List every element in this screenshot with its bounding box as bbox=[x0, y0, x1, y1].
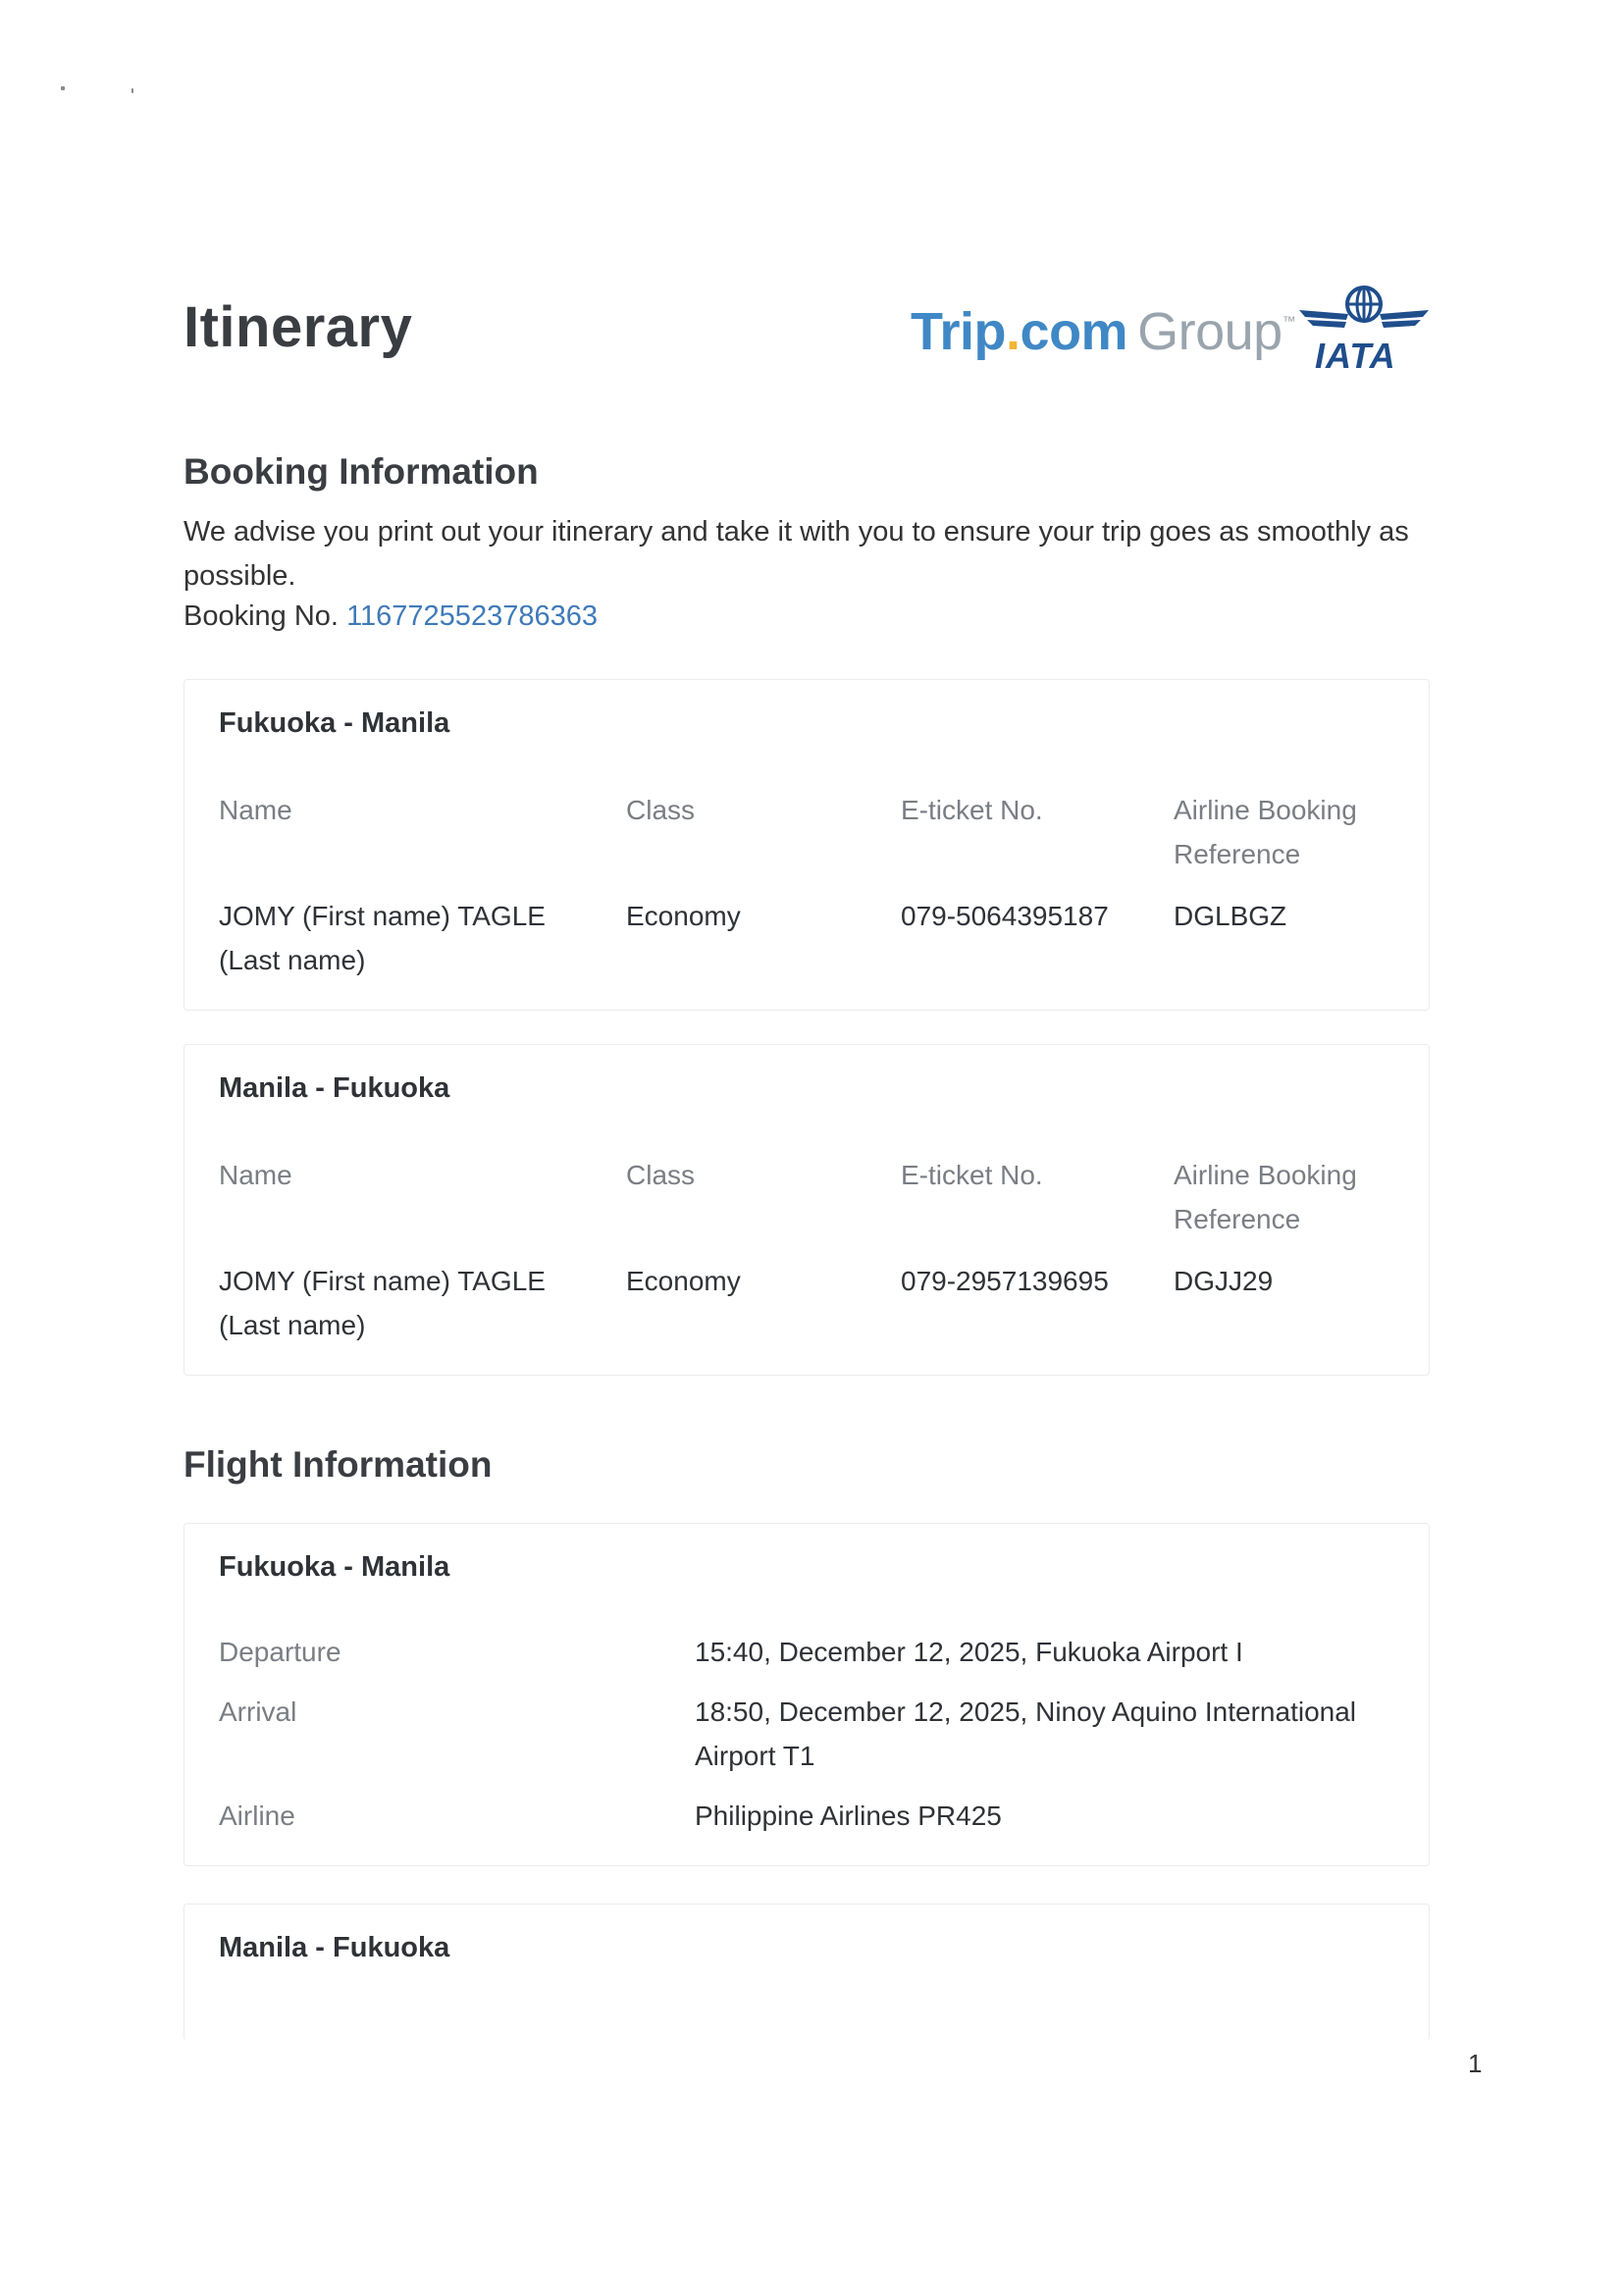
airline-value: Philippine Airlines PR425 bbox=[695, 1800, 1002, 1831]
arrival-value: 18:50, December 12, 2025, Ninoy Aquino International Airport T1 bbox=[695, 1696, 1357, 1771]
logo-trademark: ™ bbox=[1282, 313, 1296, 329]
iata-logo-text: IATA bbox=[1315, 336, 1396, 376]
airline-booking-reference: DGJJ29 bbox=[1174, 1266, 1274, 1296]
logo-trip-text: Trip bbox=[911, 302, 1007, 361]
travel-class: Economy bbox=[626, 1266, 741, 1296]
name-column-header: Name bbox=[219, 795, 292, 825]
logo-com-text: com bbox=[1020, 302, 1128, 361]
eticket-number: 079-5064395187 bbox=[901, 901, 1109, 931]
flight-card-route: Fukuoka - Manila bbox=[219, 1551, 450, 1583]
scan-speck bbox=[61, 86, 65, 90]
booking-number-value: 1167725523786363 bbox=[346, 600, 598, 632]
airline-ref-column-header: Airline Booking Reference bbox=[1174, 1160, 1357, 1234]
booking-advice-text: We advise you print out your itinerary and take it with you to ensure your trip goes as smoothly as possible. bbox=[183, 516, 1409, 592]
passenger-name: JOMY (First name) TAGLE (Last name) bbox=[219, 901, 546, 975]
airline-label: Airline bbox=[219, 1800, 295, 1831]
page-number: 1 bbox=[1468, 2049, 1483, 2078]
booking-card-route: Fukuoka - Manila bbox=[219, 707, 450, 739]
eticket-column-header: E-ticket No. bbox=[901, 795, 1043, 825]
name-column-header: Name bbox=[219, 1160, 292, 1190]
booking-number bbox=[183, 600, 598, 633]
flight-information-heading: Flight Information bbox=[183, 1444, 493, 1485]
scan-speck bbox=[131, 88, 133, 93]
booking-information-heading: Booking Information bbox=[183, 451, 539, 492]
eticket-column-header: E-ticket No. bbox=[901, 1160, 1043, 1190]
airline-booking-reference: DGLBGZ bbox=[1174, 901, 1287, 931]
flight-card-fukuoka-manila bbox=[183, 1523, 1430, 1866]
booking-number-label: Booking No. bbox=[183, 600, 339, 632]
logo-dot: . bbox=[1006, 302, 1021, 361]
booking-card-fukuoka-manila bbox=[183, 679, 1430, 1011]
class-column-header: Class bbox=[626, 795, 696, 825]
flight-card-route: Manila - Fukuoka bbox=[219, 1932, 450, 1963]
departure-value: 15:40, December 12, 2025, Fukuoka Airport I bbox=[695, 1637, 1243, 1667]
arrival-label: Arrival bbox=[219, 1696, 297, 1727]
departure-label: Departure bbox=[219, 1637, 341, 1667]
passenger-name: JOMY (First name) TAGLE (Last name) bbox=[219, 1266, 546, 1340]
eticket-number: 079-2957139695 bbox=[901, 1266, 1109, 1296]
travel-class: Economy bbox=[626, 901, 741, 931]
logo-group-text: Group bbox=[1137, 302, 1283, 361]
class-column-header: Class bbox=[626, 1160, 696, 1190]
booking-card-manila-fukuoka bbox=[183, 1044, 1430, 1376]
page-title: Itinerary bbox=[183, 295, 413, 359]
airline-ref-column-header: Airline Booking Reference bbox=[1174, 795, 1357, 869]
tripcom-group-logo bbox=[911, 301, 1295, 362]
flight-card-manila-fukuoka bbox=[183, 1904, 1430, 2041]
booking-card-route: Manila - Fukuoka bbox=[219, 1072, 450, 1104]
